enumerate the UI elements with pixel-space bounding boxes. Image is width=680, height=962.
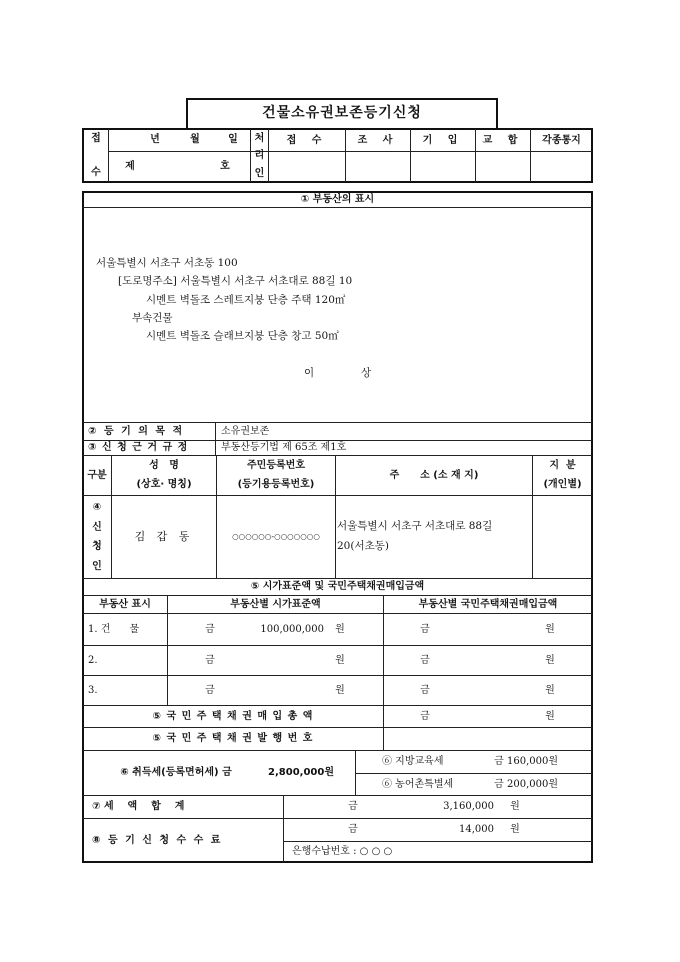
bond-total-label: ⑤ 국 민 주 택 채 권 매 입 총 액 bbox=[152, 710, 314, 722]
applicant-id-number: ○○○○○○-○○○○○○○ bbox=[232, 531, 320, 541]
currency-prefix: 금 bbox=[205, 654, 215, 666]
bond-total-value bbox=[440, 706, 540, 727]
bond-amount bbox=[440, 614, 540, 645]
applicant-share bbox=[533, 496, 592, 578]
year-label: 년 bbox=[150, 134, 160, 146]
property-line: [도로명주소] 서울특별시 서초구 서초대로 88길 10 bbox=[118, 275, 353, 287]
header-name-1: 성 명 bbox=[149, 459, 179, 471]
fee-label: ⑧ 등 기 신 청 수 수 료 bbox=[92, 834, 223, 846]
form-title: 건물소유권보존등기신청 bbox=[262, 104, 422, 121]
rural-tax-amount: 금 200,000원 bbox=[494, 778, 558, 790]
currency-suffix: 원 bbox=[335, 654, 345, 666]
month-label: 월 bbox=[190, 134, 200, 146]
col-inspection: 조 사 bbox=[357, 134, 399, 146]
fee-amount: 14,000 bbox=[459, 824, 494, 836]
bond-issue-value bbox=[384, 728, 592, 750]
property-item: 3. bbox=[88, 684, 98, 696]
number-prefix: 제 bbox=[125, 161, 135, 173]
applicant-label-char: 인 bbox=[92, 560, 102, 572]
property-item: 2. bbox=[88, 654, 98, 666]
bank-receipt-number: 은행수납번호 : ○ ○ ○ bbox=[292, 846, 393, 858]
day-label: 일 bbox=[228, 134, 238, 146]
currency-prefix: 금 bbox=[420, 623, 430, 635]
header-id-1: 주민등록번호 bbox=[247, 459, 305, 471]
acquisition-tax-label: ⑥ 취득세(등록면허세) 금 bbox=[120, 767, 232, 779]
currency-prefix: 금 bbox=[420, 654, 430, 666]
bond-amount bbox=[440, 646, 540, 675]
applicant-label-char: ④ bbox=[92, 502, 102, 513]
reception-label-bottom: 수 bbox=[91, 167, 101, 179]
currency-suffix: 원 bbox=[545, 623, 555, 635]
applicant-label-char: 청 bbox=[92, 541, 102, 552]
tax-total-label: ⑦ 세 액 합 계 bbox=[92, 801, 185, 813]
currency-prefix: 금 bbox=[420, 684, 430, 696]
currency-prefix: 금 bbox=[205, 684, 215, 696]
header-share-2: (개인별) bbox=[543, 479, 582, 491]
end-mark: 상 bbox=[361, 367, 372, 379]
standard-value bbox=[230, 646, 330, 675]
applicant-address-line: 서울특별시 서초구 서초대로 88길 bbox=[337, 520, 493, 532]
property-line: 서울특별시 서초구 서초동 100 bbox=[96, 257, 238, 269]
header-share-1: 지 분 bbox=[549, 459, 576, 471]
property-line: 부속건물 bbox=[132, 312, 173, 324]
bond-issue-label: ⑤ 국 민 주 택 채 권 발 행 번 호 bbox=[152, 733, 314, 745]
property-item: 1. 건 물 bbox=[88, 623, 140, 635]
section1-header: ① 부동산의 표시 bbox=[300, 193, 375, 205]
tax-total-prefix: 금 bbox=[348, 801, 358, 813]
rural-tax-label: ⑥ 농어촌특별세 bbox=[382, 778, 454, 790]
applicant-address bbox=[337, 516, 492, 556]
purpose-label: ② 등 기 의 목 적 bbox=[88, 425, 185, 437]
col-header-bond-amount: 부동산별 국민주택채권매입금액 bbox=[418, 598, 558, 610]
property-line: 시멘트 벽돌조 슬래브지붕 단층 창고 50㎡ bbox=[146, 330, 339, 342]
col-reception: 접 수 bbox=[286, 134, 328, 146]
end-mark: 이 bbox=[304, 367, 315, 379]
standard-value: 100,000,000 bbox=[260, 623, 324, 635]
processor-char: 리 bbox=[254, 150, 265, 162]
col-header-standard-value: 부동산별 시가표준액 bbox=[230, 598, 321, 610]
currency-suffix: 원 bbox=[335, 623, 345, 635]
standard-value bbox=[230, 676, 330, 705]
currency-suffix: 원 bbox=[335, 684, 345, 696]
purpose-value: 소유권보존 bbox=[221, 425, 270, 437]
header-category: 구분 bbox=[87, 469, 107, 481]
acquisition-tax-amount: 2,800,000원 bbox=[268, 767, 334, 779]
col-verification: 교 합 bbox=[482, 134, 524, 146]
section5-header: ⑤ 시가표준액 및 국민주택채권매입금액 bbox=[250, 581, 425, 593]
tax-total-amount: 3,160,000 bbox=[443, 801, 494, 813]
col-entry: 기 입 bbox=[422, 134, 464, 146]
header-id-2: (등기용등록번호) bbox=[237, 479, 315, 491]
header-name-2: (상호· 명칭) bbox=[136, 479, 192, 491]
bond-amount bbox=[440, 676, 540, 705]
applicant-name: 김 갑 동 bbox=[134, 529, 194, 543]
processor-char: 인 bbox=[254, 167, 265, 179]
col-notices: 각종통지 bbox=[542, 134, 581, 146]
edu-tax-amount: 금 160,000원 bbox=[494, 756, 558, 768]
col-header-property: 부동산 표시 bbox=[99, 598, 151, 610]
header-address: 주 소 (소 재 지) bbox=[389, 469, 479, 481]
fee-prefix: 금 bbox=[348, 824, 358, 836]
processor-char: 처 bbox=[254, 132, 265, 144]
number-suffix: 호 bbox=[220, 161, 230, 173]
property-line: 시멘트 벽돌조 스레트지붕 단층 주택 120㎡ bbox=[146, 294, 346, 306]
currency-prefix: 금 bbox=[420, 710, 430, 722]
basis-value: 부동산등기법 제 65조 제1호 bbox=[221, 442, 347, 454]
currency-suffix: 원 bbox=[545, 710, 555, 722]
processor-label bbox=[251, 130, 268, 182]
currency-prefix: 금 bbox=[205, 623, 215, 635]
currency-suffix: 원 bbox=[545, 684, 555, 696]
basis-label: ③ 신 청 근 거 규 정 bbox=[88, 442, 189, 454]
edu-tax-label: ⑥ 지방교육세 bbox=[382, 756, 444, 768]
tax-total-suffix: 원 bbox=[510, 801, 520, 813]
fee-suffix: 원 bbox=[510, 824, 520, 836]
reception-label-top: 접 bbox=[91, 133, 101, 145]
applicant-row-label bbox=[83, 498, 111, 576]
applicant-address-line: 20(서초동) bbox=[337, 540, 389, 552]
currency-suffix: 원 bbox=[545, 654, 555, 666]
applicant-label-char: 신 bbox=[92, 521, 102, 533]
